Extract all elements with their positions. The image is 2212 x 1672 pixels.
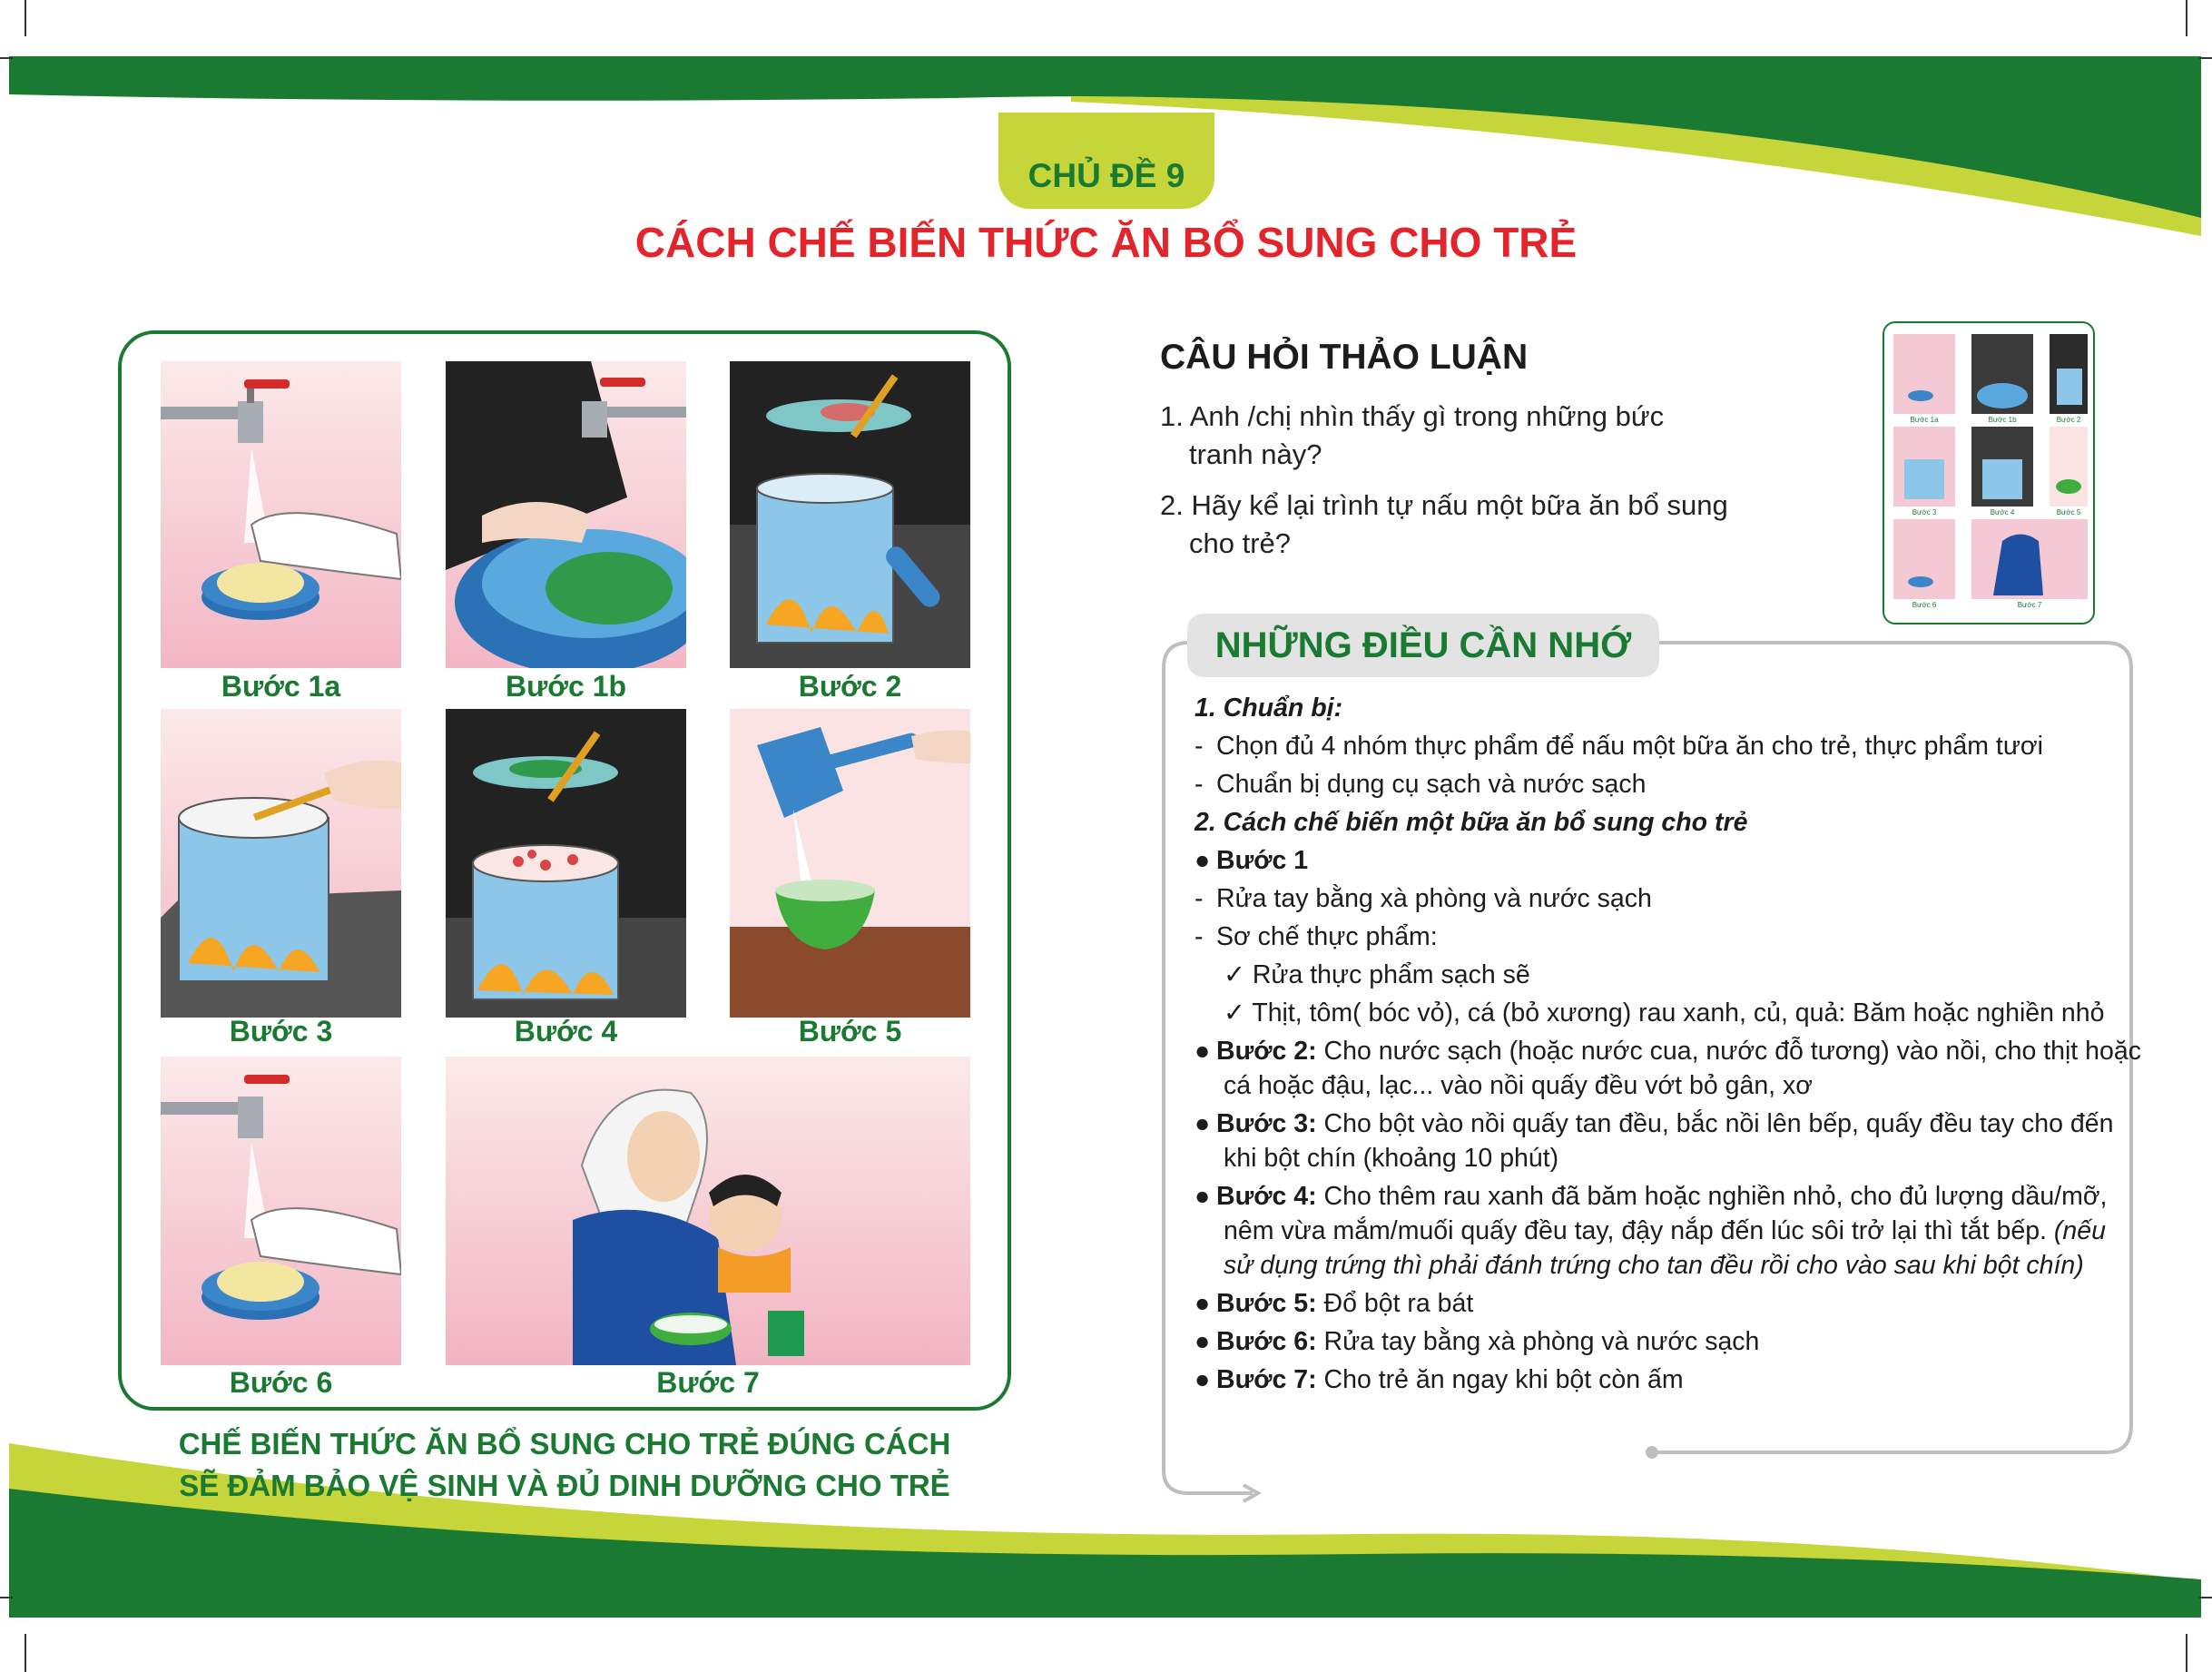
step-label: Bước 7 bbox=[656, 1366, 760, 1399]
remember-title: NHỮNG ĐIỀU CẦN NHỚ bbox=[1187, 614, 1659, 677]
list-item-continuation: nêm vừa mắm/muối quấy đều tay, đậy nắp đến lúc sôi trở lại thì tắt bếp. (nếu bbox=[1224, 1216, 2106, 1245]
step-2-illustration bbox=[730, 361, 970, 668]
thumbnail-grid bbox=[1883, 321, 2095, 625]
step-3-illustration bbox=[161, 709, 401, 1018]
step-label: Bước 6 bbox=[229, 1366, 333, 1399]
check-item: ✓ Rửa thực phẩm sạch sẽ bbox=[1224, 960, 1530, 989]
list-item: ● Bước 7: Cho trẻ ăn ngay khi bột còn ấm bbox=[1194, 1365, 1684, 1394]
question-1-line-1: 1. Anh /chị nhìn thấy gì trong những bức bbox=[1160, 400, 1665, 432]
list-item: - Sơ chế thực phẩm: bbox=[1194, 922, 1438, 951]
list-item-continuation: cá hoặc đậu, lạc... vào nồi quấy đều vớt bỏ gân, xơ bbox=[1224, 1071, 1813, 1100]
step-label: Bước 1a bbox=[221, 670, 341, 703]
list-item-continuation: sử dụng trứng thì phải đánh trứng cho tan đều rồi cho vào sau khi bột chín) bbox=[1224, 1251, 2084, 1280]
list-item: - Chọn đủ 4 nhóm thực phẩm để nấu một bữa ăn cho trẻ, thực phẩm tươi bbox=[1194, 732, 2043, 761]
list-item: - Rửa tay bằng xà phòng và nước sạch bbox=[1194, 884, 1652, 913]
step-label: Bước 1b bbox=[505, 670, 627, 703]
caption-line: CHẾ BIẾN THỨC ĂN BỔ SUNG CHO TRẺ ĐÚNG CÁCH bbox=[178, 1427, 951, 1461]
step-label: Bước 4 bbox=[514, 1015, 618, 1047]
topic-label: CHỦ ĐỀ 9 bbox=[1027, 157, 1185, 194]
list-item: ● Bước 6: Rửa tay bằng xà phòng và nước sạch bbox=[1194, 1327, 1760, 1356]
question-2-line-2: cho trẻ? bbox=[1189, 527, 1292, 559]
thumb-label: Bước 7 bbox=[2017, 601, 2042, 609]
step-label: Bước 3 bbox=[229, 1015, 333, 1047]
list-item: - Chuẩn bị dụng cụ sạch và nước sạch bbox=[1194, 770, 1647, 799]
thumb-label: Bước 6 bbox=[1912, 601, 1937, 609]
thumb-label: Bước 1a bbox=[1910, 416, 1939, 424]
list-item-continuation: khi bột chín (khoảng 10 phút) bbox=[1224, 1144, 1559, 1173]
topic-badge bbox=[998, 113, 1214, 209]
thumb-label: Bước 4 bbox=[1990, 508, 2015, 516]
step-7-illustration bbox=[446, 1057, 970, 1365]
step-5-illustration bbox=[730, 709, 970, 1018]
step-1a-illustration bbox=[161, 361, 401, 668]
discussion-title: CÂU HỎI THẢO LUẬN bbox=[1160, 338, 1529, 377]
list-item: ● Bước 3: Cho bột vào nồi quấy tan đều, bắc nồi lên bếp, quấy đều tay cho đến bbox=[1194, 1109, 2114, 1138]
step-1b-illustration bbox=[446, 361, 686, 668]
thumb-label: Bước 3 bbox=[1912, 508, 1937, 516]
prep-heading: 1. Chuẩn bị: bbox=[1194, 693, 1343, 723]
question-1-line-2: tranh này? bbox=[1189, 438, 1322, 470]
list-item: ● Bước 5: Đổ bột ra bát bbox=[1194, 1289, 1474, 1318]
caption-line: SẼ ĐẢM BẢO VỆ SINH VÀ ĐỦ DINH DƯỠNG CHO TRẺ bbox=[179, 1469, 950, 1502]
page-title: CÁCH CHẾ BIẾN THỨC ĂN BỔ SUNG CHO TRẺ bbox=[634, 219, 1578, 266]
list-item: ● Bước 4: Cho thêm rau xanh đã băm hoặc nghiền nhỏ, cho đủ lượng dầu/mỡ, bbox=[1194, 1182, 2108, 1211]
thumb-label: Bước 1b bbox=[1988, 416, 2017, 424]
list-item: ● Bước 2: Cho nước sạch (hoặc nước cua, nước đỗ tương) vào nồi, cho thịt hoặc bbox=[1194, 1037, 2141, 1066]
cook-heading: 2. Cách chế biến một bữa ăn bổ sung cho trẻ bbox=[1194, 808, 1748, 837]
step-label: Bước 5 bbox=[798, 1015, 902, 1047]
bottom-caption bbox=[118, 1423, 1011, 1507]
question-2-line-1: 2. Hãy kể lại trình tự nấu một bữa ăn bổ sung bbox=[1160, 489, 1728, 521]
check-item: ✓ Thịt, tôm( bóc vỏ), cá (bỏ xương) rau xanh, củ, quả: Băm hoặc nghiền nhỏ bbox=[1224, 998, 2105, 1028]
step-4-illustration bbox=[446, 709, 686, 1018]
thumb-label: Bước 5 bbox=[2056, 508, 2081, 516]
list-item: ● Bước 1 bbox=[1194, 846, 1309, 875]
step-6-illustration bbox=[161, 1057, 401, 1365]
step-label: Bước 2 bbox=[798, 670, 902, 703]
thumb-label: Bước 2 bbox=[2056, 416, 2081, 424]
